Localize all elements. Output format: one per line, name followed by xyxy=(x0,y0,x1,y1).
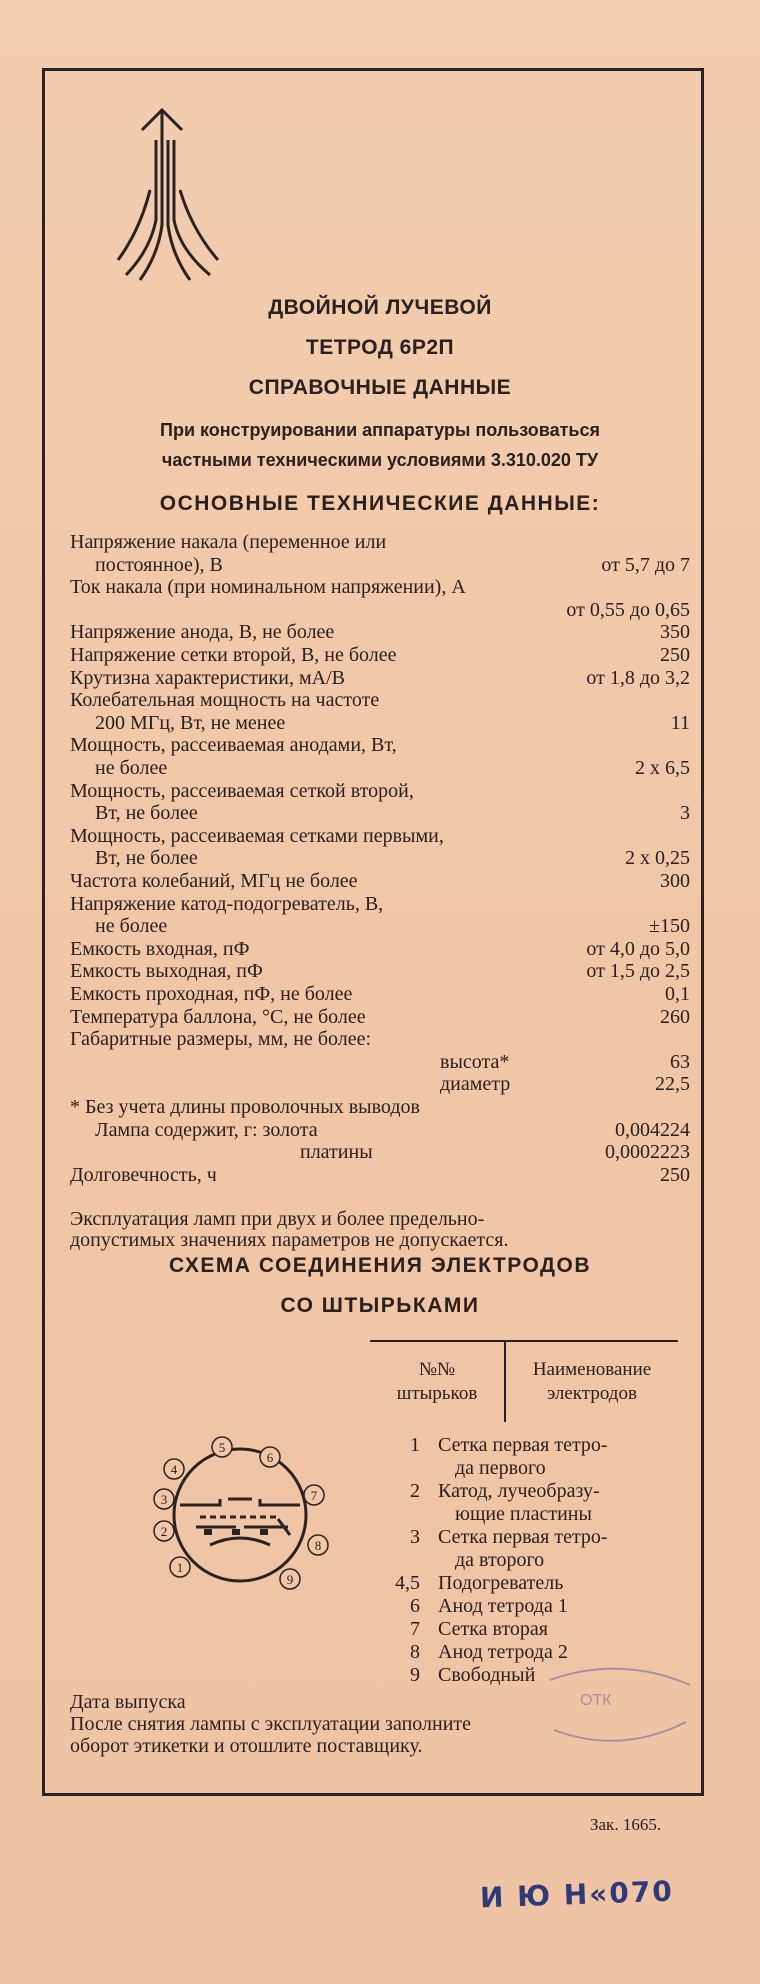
spec-label: Мощность, рассеиваемая анодами, Вт, xyxy=(70,734,397,756)
spec-value: 250 xyxy=(660,644,690,666)
socket-diagram xyxy=(140,1435,340,1595)
instruction-line-1: После снятия лампы с эксплуатации заполните xyxy=(70,1713,472,1735)
warning-line-2: допустимых значениях параметров не допускается. xyxy=(70,1229,509,1251)
pin-label: 8 xyxy=(314,1538,322,1553)
pin-electrode-name: Свободный xyxy=(438,1664,536,1686)
spec-value: от 0,55 до 0,65 xyxy=(566,599,690,621)
spec-value: 2 х 6,5 xyxy=(635,757,690,779)
col-pins-line2: штырьков xyxy=(396,1383,478,1404)
spec-label: Долговечность, ч xyxy=(70,1164,217,1186)
spec-label: Мощность, рассеиваемая сетками первыми, xyxy=(70,825,444,847)
pin-label: 7 xyxy=(310,1488,318,1503)
spec-label: * Без учета длины проволочных выводов xyxy=(70,1096,420,1118)
spec-label: 200 МГц, Вт, не менее xyxy=(95,712,286,734)
spec-label: Мощность, рассеиваемая сеткой второй, xyxy=(70,780,414,802)
spec-value: от 5,7 до 7 xyxy=(601,554,690,576)
spec-value: от 4,0 до 5,0 xyxy=(586,938,690,960)
spec-label: Лампа содержит, г: золота xyxy=(95,1119,318,1141)
spec-label: постоянное), В xyxy=(95,554,223,576)
pin-electrode-name: Анод тетрода 2 xyxy=(438,1641,568,1663)
spec-value: 0,004224 xyxy=(615,1119,690,1141)
release-date: Дата выпуска xyxy=(70,1691,186,1713)
note-line-1: При конструировании аппаратуры пользоваться xyxy=(160,420,600,440)
spec-value: от 1,8 до 3,2 xyxy=(586,667,690,689)
pin-label: 9 xyxy=(286,1572,294,1587)
stamp-text: ОТК xyxy=(580,1692,612,1709)
pin-label: 4 xyxy=(170,1462,178,1477)
spec-label: Ток накала (при номинальном напряжении), А xyxy=(70,576,466,598)
spec-value: 260 xyxy=(660,1006,690,1028)
spec-value: 300 xyxy=(660,870,690,892)
handwritten-note: И Ю Н«070 xyxy=(479,1874,675,1915)
pin-electrode-name: ющие пластины xyxy=(455,1503,592,1525)
spec-value: 63 xyxy=(670,1051,690,1073)
spec-label: Температура баллона, °С, не более xyxy=(70,1006,366,1028)
pin-number: 2 xyxy=(410,1480,420,1502)
pin-electrode-name: Сетка первая тетро- xyxy=(438,1434,608,1456)
instruction-line-2: оборот этикетки и отошлите поставщику. xyxy=(70,1735,423,1757)
spec-label: не более xyxy=(95,915,168,937)
spec-value: 0,1 xyxy=(665,983,690,1005)
pin-electrode-name: Анод тетрода 1 xyxy=(438,1595,568,1617)
spec-label: Габаритные размеры, мм, не более: xyxy=(70,1028,372,1050)
factory-logo xyxy=(110,100,230,290)
pin-number: 6 xyxy=(410,1595,420,1617)
spec-label: Емкость выходная, пФ xyxy=(70,960,263,982)
spec-label: высота* xyxy=(440,1051,510,1073)
spec-label: Вт, не более xyxy=(95,847,198,869)
spec-label: Напряжение накала (переменное или xyxy=(70,531,387,553)
spec-label: диаметр xyxy=(440,1073,511,1095)
warning-line-1: Эксплуатация ламп при двух и более предельно- xyxy=(70,1208,485,1230)
spec-label: Напряжение сетки второй, В, не более xyxy=(70,644,397,666)
otk-stamp xyxy=(540,1660,700,1750)
order-number: Зак. 1665. xyxy=(590,1815,662,1834)
scheme-heading-1: СХЕМА СОЕДИНЕНИЯ ЭЛЕКТРОДОВ xyxy=(168,1254,592,1277)
pin-electrode-name: да второго xyxy=(455,1549,545,1571)
scheme-heading-2: СО ШТЫРЬКАМИ xyxy=(280,1294,480,1317)
pin-number: 7 xyxy=(410,1618,420,1640)
spec-value: 0,0002223 xyxy=(605,1141,690,1163)
col-pins-header xyxy=(370,1340,506,1422)
spec-value: 3 xyxy=(680,802,690,824)
pin-electrode-name: Сетка первая тетро- xyxy=(438,1526,608,1548)
pin-label: 1 xyxy=(176,1560,184,1575)
spec-label: Крутизна характеристики, мА/В xyxy=(70,667,345,689)
note-line-2: частными техническими условиями 3.310.020 ТУ xyxy=(161,450,599,470)
pin-number: 1 xyxy=(410,1434,420,1456)
spec-label: Вт, не более xyxy=(95,802,198,824)
col-names-line1: Наименование xyxy=(532,1359,652,1380)
pin-electrode-name: Подогреватель xyxy=(438,1572,564,1594)
pin-label: 6 xyxy=(266,1450,274,1465)
pin-number: 3 xyxy=(410,1526,420,1548)
spec-label: платины xyxy=(300,1141,373,1163)
pin-number: 9 xyxy=(410,1664,420,1686)
col-pins-line1: №№ xyxy=(418,1359,456,1380)
spec-label: Емкость проходная, пФ, не более xyxy=(70,983,353,1005)
spec-value: 350 xyxy=(660,621,690,643)
pin-electrode-name: да первого xyxy=(455,1457,546,1479)
pin-label: 2 xyxy=(160,1524,168,1539)
spec-value: 22,5 xyxy=(655,1073,690,1095)
title-line-2: ТЕТРОД 6Р2П xyxy=(305,336,455,359)
pin-number: 8 xyxy=(410,1641,420,1663)
pin-number: 4,5 xyxy=(395,1572,420,1594)
pin-electrode-name: Катод, лучеобразу- xyxy=(438,1480,600,1502)
spec-value: 11 xyxy=(670,712,690,734)
spec-value: ±150 xyxy=(649,915,690,937)
spec-label: Колебательная мощность на частоте xyxy=(70,689,380,711)
col-names-header xyxy=(506,1340,678,1422)
spec-label: Частота колебаний, МГц не более xyxy=(70,870,358,892)
spec-label: Напряжение анода, В, не более xyxy=(70,621,335,643)
spec-label: Напряжение катод-подогреватель, В, xyxy=(70,893,384,915)
spec-value: от 1,5 до 2,5 xyxy=(586,960,690,982)
specs-heading: ОСНОВНЫЕ ТЕХНИЧЕСКИЕ ДАННЫЕ: xyxy=(159,492,601,515)
col-names-line2: электродов xyxy=(547,1383,637,1404)
spec-value: 250 xyxy=(660,1164,690,1186)
spec-label: не более xyxy=(95,757,168,779)
pin-electrode-name: Сетка вторая xyxy=(438,1618,548,1640)
pin-label: 5 xyxy=(218,1440,226,1455)
title-line-1: ДВОЙНОЙ ЛУЧЕВОЙ xyxy=(268,296,492,319)
pin-table-header xyxy=(370,1340,678,1422)
spec-label: Емкость входная, пФ xyxy=(70,938,250,960)
pin-label: 3 xyxy=(160,1492,168,1507)
subtitle: СПРАВОЧНЫЕ ДАННЫЕ xyxy=(248,376,512,399)
spec-value: 2 х 0,25 xyxy=(625,847,690,869)
